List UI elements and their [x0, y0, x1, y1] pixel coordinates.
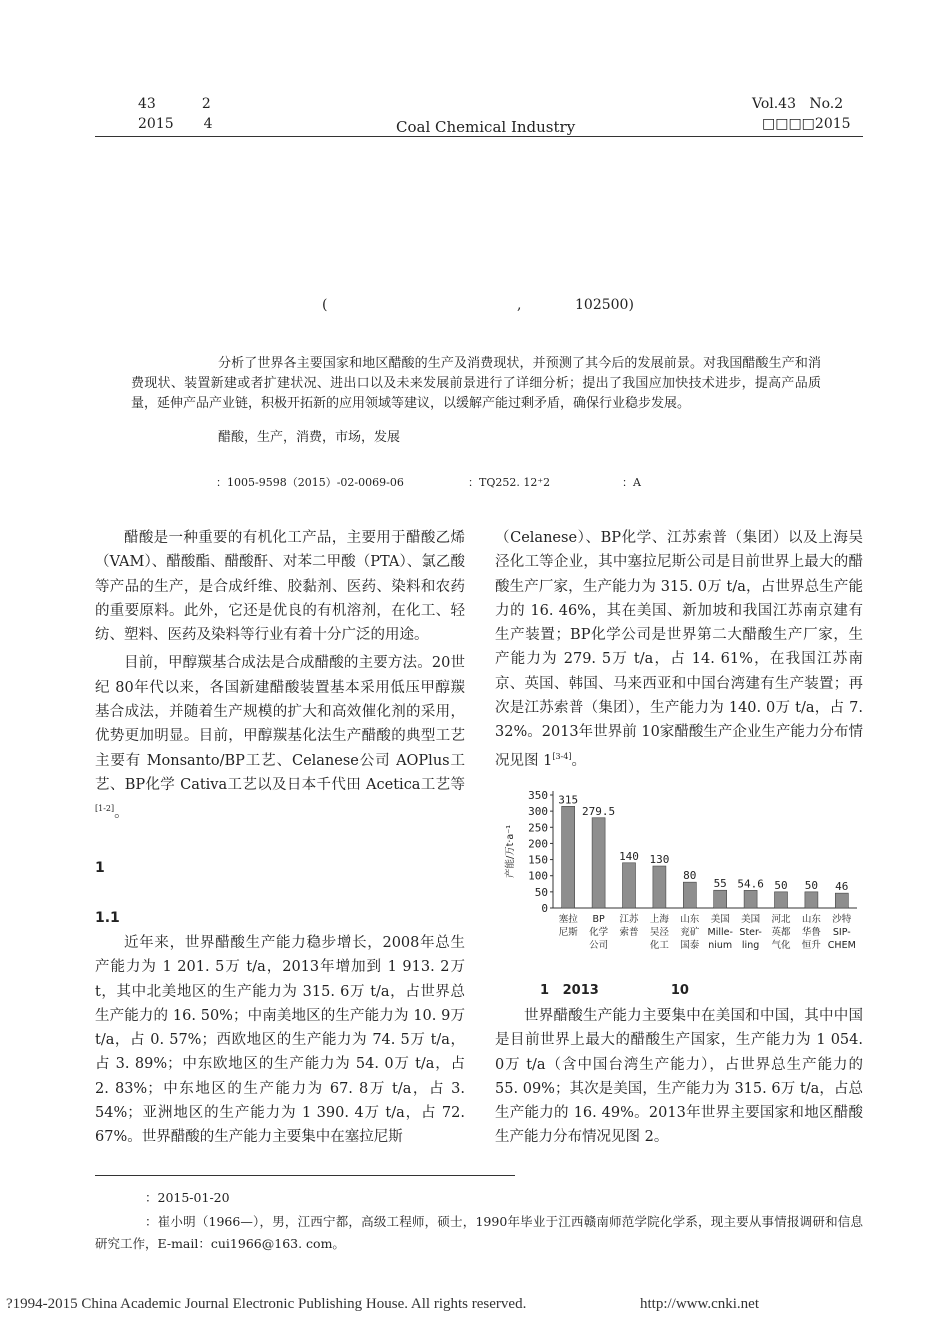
- bar: [805, 892, 818, 908]
- category-label: 河北: [771, 914, 791, 925]
- header-vol-cn: 43 2: [138, 96, 211, 112]
- received-date: ：2015-01-20: [145, 1190, 230, 1205]
- bar: [653, 866, 666, 908]
- category-label: 沙特: [832, 914, 852, 925]
- bar-value-label: 46: [835, 880, 849, 894]
- bar-value-label: 80: [683, 869, 697, 883]
- bar-value-label: 50: [774, 878, 788, 892]
- category-label: 化学: [589, 927, 609, 938]
- bar: [835, 893, 848, 908]
- category-label: 兖矿: [680, 927, 700, 938]
- bar: [623, 863, 636, 908]
- capacity-paragraph: 近年来，世界醋酸生产能力稳步增长，2008年总生产能力为 1 201. 5万 t/a，2013年增加到 1 913. 2万 t，其中北美地区的生产能力为 315. 6万 t/a，占世界总生产能力的 16. 50%；中南美地区的生产能力为 10. 9万 t/a，占 0. 57%；西欧地区的生产能力为 74. 5万 t/a，占 3. 89%；中东欧地区的生产能力为 54. 0万 t/a，占 2. 83%；中东地区的生产能力为 67. 8万 t/a，占 3. 54%；亚洲地区的生产能力为 1 390. 4万 t/a，占 72. 67%。世界醋酸的生产能力主要集中在塞拉尼斯: [95, 935, 465, 1146]
- category-label: 尼斯: [558, 927, 578, 938]
- category-label: 美国: [741, 914, 761, 925]
- y-tick-label: 200: [528, 837, 548, 851]
- right-column-bottom: [495, 1004, 863, 1150]
- copyright-notice: ?1994-2015 China Academic Journal Electronic Publishing House. All rights reserved.: [6, 1296, 527, 1312]
- bar-value-label: 50: [804, 878, 819, 892]
- y-axis-label: 产能/万t·a⁻¹: [505, 824, 516, 879]
- abstract: 分析了世界各主要国家和地区醋酸的生产及消费现状，并预测了其今后的发展前景。对我国醋酸生产和消费现状、装置新建或者扩建状况、进出口以及未来发展前景进行了详细分析；提出了我国应加快技术进步，提高产品质量，延伸产品产业链，积极开拓新的应用领域等建议，以缓解产能过剩矛盾，确保行业稳步发展。: [131, 356, 821, 411]
- companies-paragraph: （Celanese）、BP化学、江苏索普（集团）以及上海吴泾化工等企业，其中塞拉尼斯公司是目前世界上最大的醋酸生产厂家，生产能力为 315. 0万 t/a，占世界总生产能力的 16. 46%，其在美国、新加坡和我国江苏南京建有生产装置；BP化学公司是世界第二大醋酸生产厂家，生产能力为 279. 5万 t/a，占 14. 61%，在我国江苏南京、英国、韩国、马来西亚和中国台湾建有生产装置；再次是江苏索普（集团），生产能力为 140. 0万 t/a，占 7. 32%。2013年世界前 10家醋酸生产企业生产能力分布情况见图 1[3-4]。: [495, 530, 863, 769]
- category-label: 气化: [771, 940, 791, 951]
- figure-caption: 1 2013 10: [540, 983, 689, 998]
- header-rule: [95, 136, 863, 137]
- affiliation-comma: ,: [517, 297, 522, 313]
- category-label: 吴泾: [649, 927, 669, 938]
- category-label: 英都: [771, 927, 791, 938]
- category-label: nium: [708, 940, 733, 951]
- category-label: CHEM: [827, 940, 856, 951]
- category-label: 恒升: [801, 940, 821, 951]
- bar-value-label: 55: [713, 877, 727, 891]
- category-label: 山东: [801, 914, 821, 925]
- y-tick-label: 100: [528, 869, 548, 883]
- header-vol-en: Vol.43 No.2: [752, 96, 844, 112]
- footnote-rule: [95, 1175, 515, 1176]
- category-label: 公司: [589, 940, 609, 951]
- ref-3-4: [3-4]: [552, 751, 572, 761]
- category-label: 江苏: [619, 914, 639, 925]
- section-1-heading: 1: [95, 860, 105, 876]
- cnki-url[interactable]: http://www.cnki.net: [640, 1296, 760, 1312]
- y-tick-label: 350: [528, 789, 548, 802]
- category-label: Ster-: [739, 927, 762, 938]
- affiliation-open: (: [322, 297, 328, 313]
- category-label: ling: [741, 940, 760, 951]
- y-tick-label: 250: [528, 821, 548, 835]
- y-tick-label: 150: [528, 853, 548, 867]
- bar-value-label: 130: [649, 853, 670, 867]
- y-tick-label: 300: [528, 805, 548, 819]
- right-column-top: [495, 526, 863, 773]
- left-column: [95, 526, 465, 825]
- header-year-cn: 2015 4: [138, 116, 213, 132]
- doc-code: ：A: [622, 476, 641, 489]
- y-tick-label: 0: [541, 902, 548, 915]
- category-label: 化工: [649, 940, 669, 951]
- bar: [683, 882, 696, 908]
- bar-value-label: 54.6: [737, 877, 764, 891]
- y-tick-label: 50: [534, 885, 548, 899]
- section-1-1-heading: 1.1: [95, 910, 120, 926]
- country-paragraph: 世界醋酸生产能力主要集中在美国和中国，其中中国是目前世界上最大的醋酸生产国家，生产能力为 1 054. 0万 t/a（含中国台湾生产能力），占世界总生产能力的 55. 09%；其次是美国，生产能力为 315. 6万 t/a，占总生产能力的 16. 49%。2013年世界主要国家和地区醋酸生产能力分布情况见图 2。: [495, 1008, 863, 1146]
- keywords: 醋酸，生产，消费，市场，发展: [218, 430, 401, 445]
- category-label: 塞拉: [558, 914, 578, 925]
- category-label: 索普: [619, 927, 639, 938]
- bar: [775, 892, 788, 908]
- category-label: BP: [592, 914, 605, 925]
- clc-number: ：TQ252. 12⁺2: [468, 476, 551, 489]
- category-label: Mille-: [707, 927, 733, 938]
- bar: [562, 806, 575, 908]
- journal-title: Coal Chemical Industry: [396, 118, 576, 136]
- bar: [592, 818, 605, 908]
- bar: [714, 890, 727, 908]
- category-label: 山东: [680, 914, 700, 925]
- category-label: 美国: [710, 914, 730, 925]
- bar-value-label: 140: [619, 849, 639, 863]
- bar-value-label: 279.5: [582, 804, 616, 818]
- ref-1-2: [1-2]: [95, 804, 115, 814]
- category-label: 国泰: [680, 940, 700, 951]
- bar-value-label: 315: [558, 793, 579, 807]
- header-date-en: □□□□2015: [762, 116, 851, 132]
- intro-paragraph: 醋酸是一种重要的有机化工产品，主要用于醋酸乙烯（VAM）、醋酸酯、醋酸酐、对苯二甲酸（PTA）、氯乙酸等产品的生产，是合成纤维、胶黏剂、医药、染料和农药的重要原料。此外，它还是优良的有机溶剂，在化工、轻纺、塑料、医药及染料等行业有着十分广泛的用途。: [95, 530, 465, 644]
- doc-id: ：1005-9598（2015）-02-0069-06: [216, 476, 404, 489]
- bar: [744, 890, 757, 908]
- affiliation-postcode: 102500): [575, 297, 634, 313]
- category-label: 上海: [649, 914, 669, 925]
- process-paragraph: 目前，甲醇羰基合成法是合成醋酸的主要方法。20世纪 80年代以来，各国新建醋酸装置基本采用低压甲醇羰基合成法，并随着生产规模的扩大和高效催化剂的采用，优势更加明显。目前，甲醇羰基化法生产醋酸的典型工艺主要有 Monsanto/BP工艺、Celanese公司 AOPlus工艺、BP化学 Cativa工艺以及日本千代田 Acetica工艺等[1-2]。: [95, 655, 465, 822]
- category-label: SIP-: [832, 927, 851, 938]
- capacity-bar-chart: [495, 785, 863, 970]
- author-note: ：崔小明（1966—），男，江西宁都，高级工程师，硕士，1990年毕业于江西赣南师范学院化学系，现主要从事情报调研和信息研究工作，E-mail：cui1966@163. com。: [95, 1214, 863, 1251]
- category-label: 华鲁: [801, 927, 821, 938]
